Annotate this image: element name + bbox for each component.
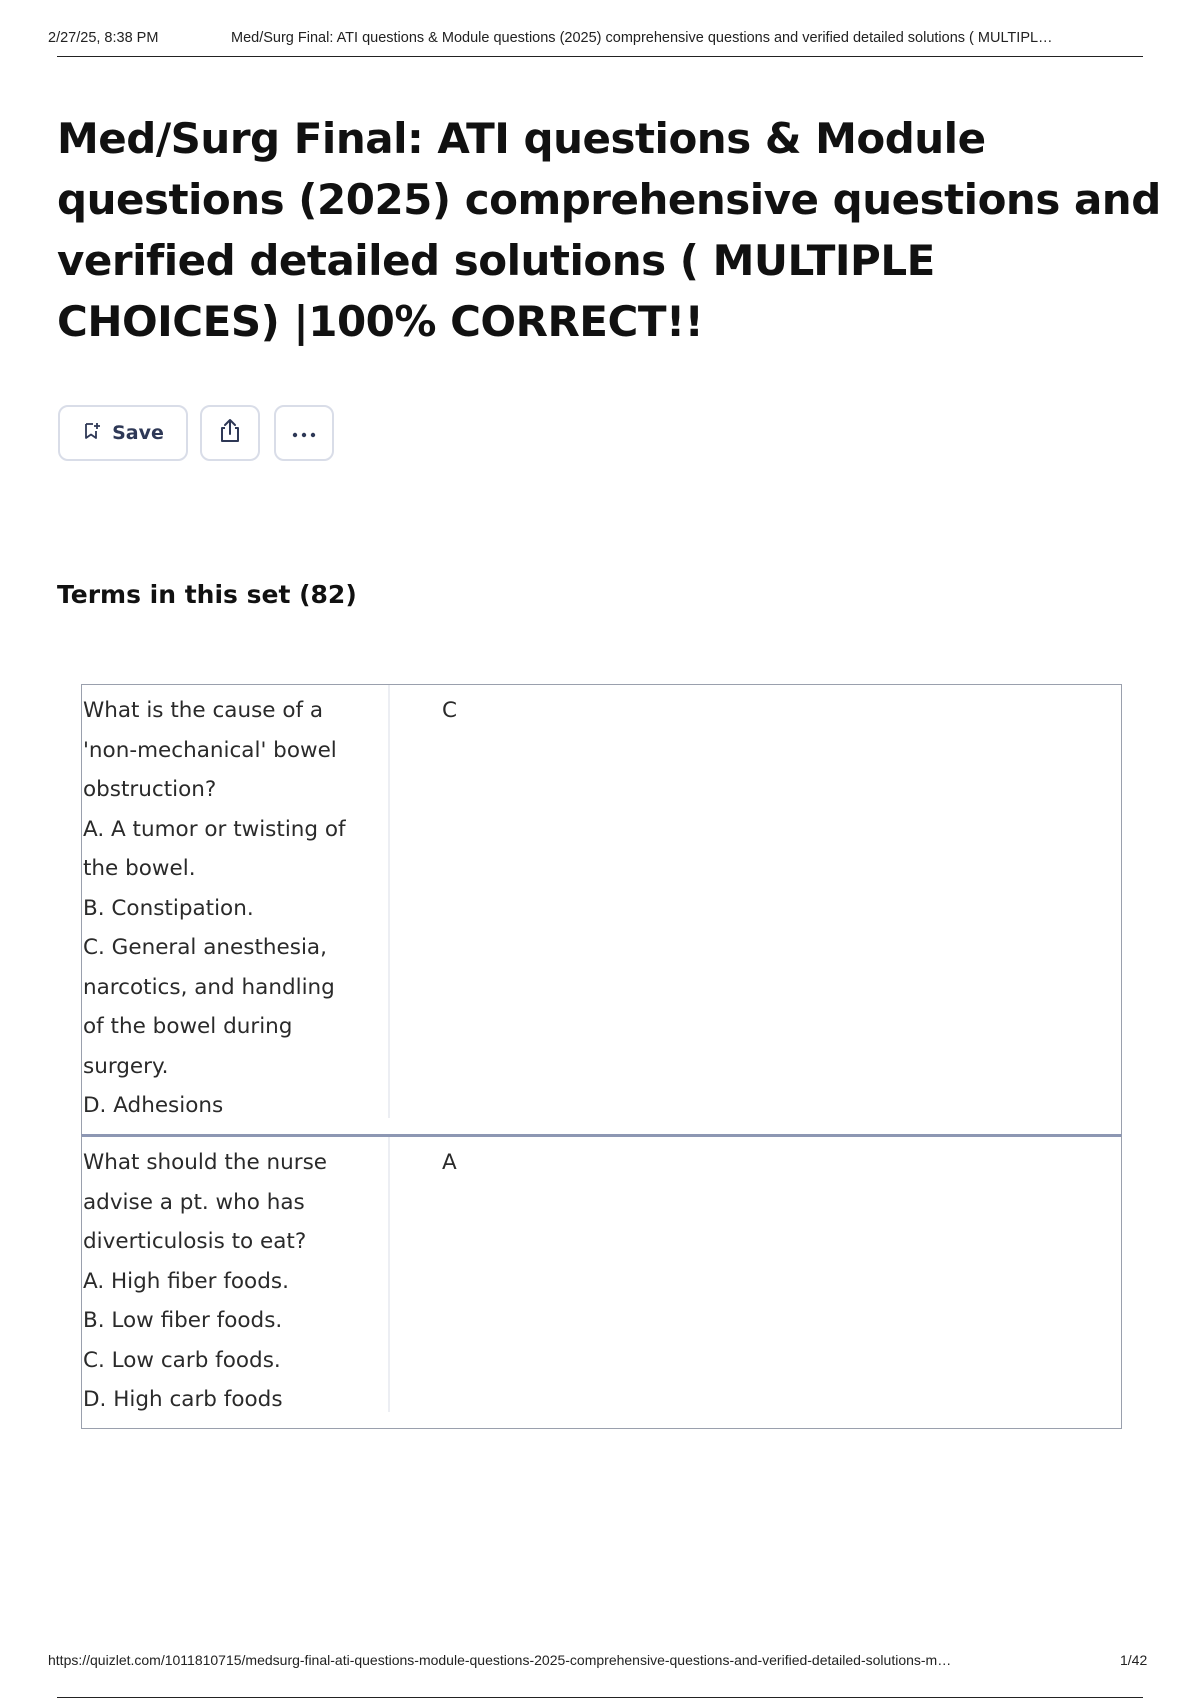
term-text xyxy=(82,685,390,1118)
terms-heading: Terms in this set (82) xyxy=(57,580,357,609)
term-line: the bowel. xyxy=(83,856,196,881)
page-title xyxy=(57,108,1161,352)
term-line: surgery. xyxy=(83,1053,169,1079)
term-line: A. A tumor or twisting of xyxy=(83,816,346,842)
term-line: narcotics, and handling xyxy=(83,974,335,1000)
print-document-title: Med/Surg Final: ATI questions & Module questions (2025) comprehensive questions and verified detailed solutions ( MULTIPL… xyxy=(231,30,1053,46)
term-line: of the bowel during xyxy=(83,1014,293,1039)
print-url: https://quizlet.com/1011810715/medsurg-final-ati-questions-module-questions-2025-comprehensive-questions-and-verified-detailed-solutions-m… xyxy=(48,1652,952,1668)
print-datetime: 2/27/25, 8:38 PM xyxy=(48,30,159,46)
page-number: 1/42 xyxy=(1120,1652,1148,1668)
term-card xyxy=(81,1134,1122,1429)
footer-divider xyxy=(57,1697,1143,1698)
term-text xyxy=(82,1137,390,1412)
save-button[interactable] xyxy=(58,405,188,461)
header-divider xyxy=(57,56,1143,57)
share-icon xyxy=(216,417,244,449)
term-line: 'non-mechanical' bowel xyxy=(83,737,337,763)
term-line: obstruction? xyxy=(83,777,217,802)
save-button-label: Save xyxy=(112,422,164,444)
page-title-line: CHOICES) |100% CORRECT!! xyxy=(57,297,704,346)
definition-text: A xyxy=(442,1150,457,1175)
term-line: D. Adhesions xyxy=(83,1093,224,1118)
term-line: D. High carb foods xyxy=(83,1387,283,1412)
term-line: A. High fiber foods. xyxy=(83,1268,289,1294)
more-options-button[interactable] xyxy=(274,405,334,461)
bookmark-plus-icon xyxy=(82,421,102,445)
term-line: C. General anesthesia, xyxy=(83,935,327,960)
term-line: B. Low fiber foods. xyxy=(83,1308,283,1333)
definition-text: C xyxy=(442,698,458,723)
term-line: What should the nurse xyxy=(83,1150,328,1175)
term-card xyxy=(81,684,1122,1135)
page-title-line: Med/Surg Final: ATI questions & Module xyxy=(57,114,986,163)
share-button[interactable] xyxy=(200,405,260,461)
term-line: What is the cause of a xyxy=(83,698,324,723)
term-line: diverticulosis to eat? xyxy=(83,1229,307,1254)
term-line: B. Constipation. xyxy=(83,895,254,921)
term-line: C. Low carb foods. xyxy=(83,1347,281,1373)
page-title-line: questions (2025) comprehensive questions and xyxy=(57,175,1161,224)
term-line: advise a pt. who has xyxy=(83,1189,305,1215)
page-title-line: verified detailed solutions ( MULTIPLE xyxy=(57,236,935,285)
more-horizontal-icon xyxy=(290,424,318,443)
